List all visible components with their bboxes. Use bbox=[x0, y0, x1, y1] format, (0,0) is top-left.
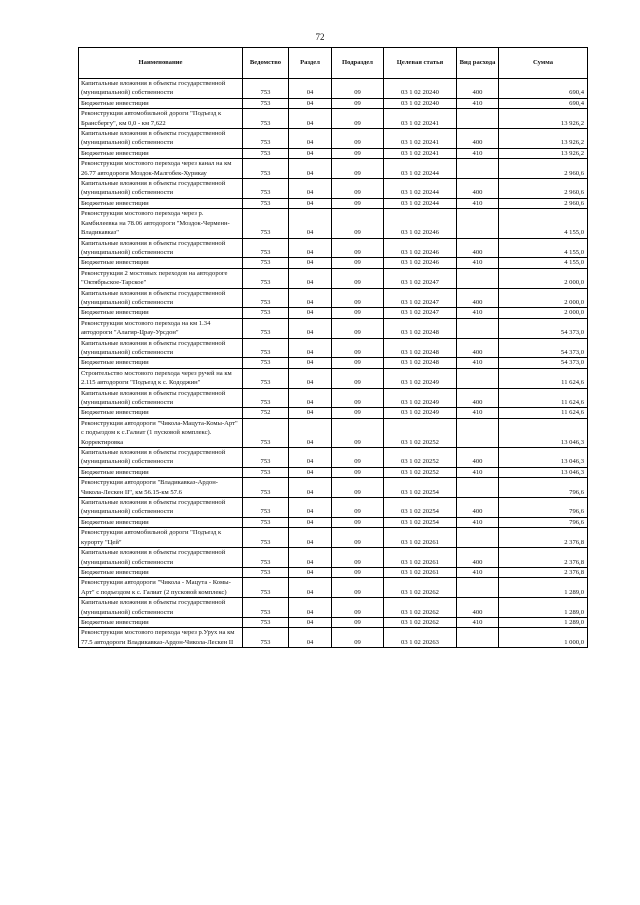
cell-name: Капитальные вложения в объекты государственной (муниципальной) собственности bbox=[79, 598, 243, 618]
cell-vid-rashoda: 400 bbox=[457, 238, 499, 258]
cell-vedomstvo: 753 bbox=[243, 388, 289, 408]
cell-razdel: 04 bbox=[289, 528, 332, 548]
cell-razdel: 04 bbox=[289, 567, 332, 577]
cell-name: Капитальные вложения в объекты государственной (муниципальной) собственности bbox=[79, 448, 243, 468]
cell-podrazdel: 09 bbox=[332, 148, 384, 158]
cell-vedomstvo: 753 bbox=[243, 109, 289, 129]
table-row bbox=[79, 578, 588, 598]
cell-summa: 2 960,6 bbox=[499, 198, 588, 208]
cell-vedomstvo: 753 bbox=[243, 318, 289, 338]
cell-podrazdel: 09 bbox=[332, 448, 384, 468]
cell-razdel: 04 bbox=[289, 258, 332, 268]
table-row bbox=[79, 209, 588, 238]
cell-vedomstvo: 753 bbox=[243, 578, 289, 598]
cell-vid-rashoda: 410 bbox=[457, 258, 499, 268]
cell-vid-rashoda: 400 bbox=[457, 129, 499, 149]
table-row bbox=[79, 567, 588, 577]
table-row bbox=[79, 358, 588, 368]
cell-vid-rashoda: 410 bbox=[457, 98, 499, 108]
cell-vedomstvo: 753 bbox=[243, 159, 289, 179]
table-row bbox=[79, 308, 588, 318]
cell-summa: 54 373,0 bbox=[499, 358, 588, 368]
cell-podrazdel: 09 bbox=[332, 338, 384, 358]
cell-name: Бюджетные инвестиции bbox=[79, 308, 243, 318]
cell-summa: 4 155,0 bbox=[499, 258, 588, 268]
cell-vedomstvo: 753 bbox=[243, 517, 289, 527]
cell-vid-rashoda: 410 bbox=[457, 148, 499, 158]
cell-razdel: 04 bbox=[289, 498, 332, 518]
cell-vedomstvo: 753 bbox=[243, 98, 289, 108]
header-name: Наименование bbox=[79, 48, 243, 79]
cell-celevaya-statya: 03 1 02 20241 bbox=[384, 148, 457, 158]
cell-podrazdel: 09 bbox=[332, 98, 384, 108]
cell-vedomstvo: 753 bbox=[243, 79, 289, 99]
cell-name: Реконструкция автодороги "Владикавказ-Ардон-Чиколa-Лескен II", км 56.15-км 57.6 bbox=[79, 478, 243, 498]
table-row bbox=[79, 498, 588, 518]
cell-podrazdel: 09 bbox=[332, 288, 384, 308]
cell-name: Реконструкция автомобильной дороги "Подъезд к курорту "Цей" bbox=[79, 528, 243, 548]
cell-celevaya-statya: 03 1 02 20261 bbox=[384, 528, 457, 548]
cell-celevaya-statya: 03 1 02 20244 bbox=[384, 198, 457, 208]
table-row bbox=[79, 109, 588, 129]
cell-name: Реконструкция автомобильной дороги "Подъезд к Брансбергу", км 0,0 - км 7,622 bbox=[79, 109, 243, 129]
cell-podrazdel: 09 bbox=[332, 598, 384, 618]
cell-vid-rashoda bbox=[457, 159, 499, 179]
cell-summa: 11 624,6 bbox=[499, 408, 588, 418]
table-row bbox=[79, 268, 588, 288]
cell-celevaya-statya: 03 1 02 20254 bbox=[384, 478, 457, 498]
cell-vedomstvo: 753 bbox=[243, 209, 289, 238]
table-row bbox=[79, 288, 588, 308]
cell-vedomstvo: 753 bbox=[243, 338, 289, 358]
cell-vedomstvo: 753 bbox=[243, 179, 289, 199]
cell-name: Бюджетные инвестиции bbox=[79, 358, 243, 368]
budget-table bbox=[78, 47, 588, 648]
cell-vedomstvo: 753 bbox=[243, 478, 289, 498]
cell-vedomstvo: 753 bbox=[243, 617, 289, 627]
table-row bbox=[79, 478, 588, 498]
cell-razdel: 04 bbox=[289, 628, 332, 648]
cell-razdel: 04 bbox=[289, 388, 332, 408]
table-row bbox=[79, 467, 588, 477]
cell-podrazdel: 09 bbox=[332, 179, 384, 199]
cell-summa: 796,6 bbox=[499, 498, 588, 518]
cell-vid-rashoda: 400 bbox=[457, 288, 499, 308]
header-vid-rashoda: Вид расхода bbox=[457, 48, 499, 79]
table-row bbox=[79, 179, 588, 199]
cell-razdel: 04 bbox=[289, 617, 332, 627]
cell-summa: 2 376,8 bbox=[499, 567, 588, 577]
cell-vedomstvo: 753 bbox=[243, 368, 289, 388]
cell-vid-rashoda bbox=[457, 368, 499, 388]
cell-vid-rashoda: 410 bbox=[457, 467, 499, 477]
cell-summa: 11 624,6 bbox=[499, 388, 588, 408]
cell-vedomstvo: 753 bbox=[243, 129, 289, 149]
cell-name: Бюджетные инвестиции bbox=[79, 408, 243, 418]
cell-razdel: 04 bbox=[289, 79, 332, 99]
cell-summa: 2 960,6 bbox=[499, 159, 588, 179]
cell-name: Бюджетные инвестиции bbox=[79, 258, 243, 268]
cell-razdel: 04 bbox=[289, 358, 332, 368]
cell-name: Реконструкция мостового перехода через р.Урух на км 77.5 автодороги Владикавказ-Ардон-Чикола-Лескен II bbox=[79, 628, 243, 648]
cell-summa: 4 155,0 bbox=[499, 209, 588, 238]
cell-vid-rashoda: 400 bbox=[457, 548, 499, 568]
table-row bbox=[79, 617, 588, 627]
cell-name: Реконструкция мостового перехода через р. Камбилеевка на 78.06 автодороги "Моздок-Черменн-Владикавказ" bbox=[79, 209, 243, 238]
cell-vid-rashoda: 410 bbox=[457, 198, 499, 208]
table-row bbox=[79, 388, 588, 408]
cell-summa: 2 000,0 bbox=[499, 288, 588, 308]
cell-celevaya-statya: 03 1 02 20249 bbox=[384, 408, 457, 418]
cell-name: Бюджетные инвестиции bbox=[79, 198, 243, 208]
cell-name: Бюджетные инвестиции bbox=[79, 517, 243, 527]
cell-razdel: 04 bbox=[289, 159, 332, 179]
cell-vedomstvo: 753 bbox=[243, 467, 289, 477]
cell-razdel: 04 bbox=[289, 467, 332, 477]
cell-name: Капитальные вложения в объекты государственной (муниципальной) собственности bbox=[79, 238, 243, 258]
cell-podrazdel: 09 bbox=[332, 388, 384, 408]
cell-podrazdel: 09 bbox=[332, 268, 384, 288]
cell-celevaya-statya: 03 1 02 20252 bbox=[384, 418, 457, 447]
cell-podrazdel: 09 bbox=[332, 198, 384, 208]
cell-vid-rashoda bbox=[457, 418, 499, 447]
cell-razdel: 04 bbox=[289, 179, 332, 199]
cell-vedomstvo: 753 bbox=[243, 528, 289, 548]
cell-podrazdel: 09 bbox=[332, 567, 384, 577]
cell-podrazdel: 09 bbox=[332, 258, 384, 268]
cell-name: Капитальные вложения в объекты государственной (муниципальной) собственности bbox=[79, 179, 243, 199]
cell-celevaya-statya: 03 1 02 20254 bbox=[384, 498, 457, 518]
cell-podrazdel: 09 bbox=[332, 109, 384, 129]
cell-celevaya-statya: 03 1 02 20263 bbox=[384, 628, 457, 648]
cell-vid-rashoda: 400 bbox=[457, 388, 499, 408]
cell-razdel: 04 bbox=[289, 308, 332, 318]
cell-name: Бюджетные инвестиции bbox=[79, 467, 243, 477]
cell-vid-rashoda: 410 bbox=[457, 358, 499, 368]
cell-podrazdel: 09 bbox=[332, 418, 384, 447]
cell-vid-rashoda: 400 bbox=[457, 448, 499, 468]
cell-summa: 54 373,0 bbox=[499, 338, 588, 358]
cell-vid-rashoda: 410 bbox=[457, 408, 499, 418]
cell-name: Реконструкция автодороги "Чиколa-Мацута-Комы-Арт" с подъездом к с.Галиат (1 пусковой комплекс). Корректировка bbox=[79, 418, 243, 447]
cell-celevaya-statya: 03 1 02 20247 bbox=[384, 308, 457, 318]
cell-celevaya-statya: 03 1 02 20261 bbox=[384, 567, 457, 577]
table-row bbox=[79, 198, 588, 208]
cell-celevaya-statya: 03 1 02 20254 bbox=[384, 517, 457, 527]
table-row bbox=[79, 98, 588, 108]
cell-celevaya-statya: 03 1 02 20247 bbox=[384, 268, 457, 288]
cell-summa: 2 000,0 bbox=[499, 308, 588, 318]
cell-summa: 1 289,0 bbox=[499, 617, 588, 627]
cell-vid-rashoda bbox=[457, 628, 499, 648]
table-row bbox=[79, 129, 588, 149]
table-row bbox=[79, 418, 588, 447]
table-row bbox=[79, 448, 588, 468]
cell-vedomstvo: 753 bbox=[243, 448, 289, 468]
cell-name: Бюджетные инвестиции bbox=[79, 148, 243, 158]
cell-podrazdel: 09 bbox=[332, 318, 384, 338]
cell-podrazdel: 09 bbox=[332, 528, 384, 548]
cell-razdel: 04 bbox=[289, 98, 332, 108]
header-vedomstvo: Ведомство bbox=[243, 48, 289, 79]
cell-summa: 2 376,8 bbox=[499, 548, 588, 568]
cell-celevaya-statya: 03 1 02 20249 bbox=[384, 388, 457, 408]
table-row bbox=[79, 318, 588, 338]
cell-name: Капитальные вложения в объекты государственной (муниципальной) собственности bbox=[79, 79, 243, 99]
cell-summa: 690,4 bbox=[499, 79, 588, 99]
cell-summa: 796,6 bbox=[499, 478, 588, 498]
cell-name: Капитальные вложения в объекты государственной (муниципальной) собственности bbox=[79, 548, 243, 568]
cell-razdel: 04 bbox=[289, 209, 332, 238]
cell-vid-rashoda: 400 bbox=[457, 598, 499, 618]
table-row bbox=[79, 159, 588, 179]
cell-celevaya-statya: 03 1 02 20240 bbox=[384, 79, 457, 99]
cell-celevaya-statya: 03 1 02 20248 bbox=[384, 358, 457, 368]
cell-name: Реконструкция 2 мостовых переходов на автодороге "Октябрьское-Тарское" bbox=[79, 268, 243, 288]
cell-podrazdel: 09 bbox=[332, 467, 384, 477]
cell-summa: 13 046,3 bbox=[499, 418, 588, 447]
cell-podrazdel: 09 bbox=[332, 578, 384, 598]
cell-podrazdel: 09 bbox=[332, 129, 384, 149]
table-row bbox=[79, 628, 588, 648]
cell-summa: 13 046,3 bbox=[499, 467, 588, 477]
table-row bbox=[79, 368, 588, 388]
cell-summa: 13 926,2 bbox=[499, 109, 588, 129]
table-row bbox=[79, 79, 588, 99]
cell-vid-rashoda: 410 bbox=[457, 567, 499, 577]
cell-name: Реконструкция мостового перехода на км 1.34 автодороги "Алагир-Црау-Урсдон" bbox=[79, 318, 243, 338]
cell-summa: 2 000,0 bbox=[499, 268, 588, 288]
cell-podrazdel: 09 bbox=[332, 498, 384, 518]
cell-podrazdel: 09 bbox=[332, 628, 384, 648]
table-row bbox=[79, 238, 588, 258]
cell-vid-rashoda: 410 bbox=[457, 308, 499, 318]
cell-summa: 1 289,0 bbox=[499, 598, 588, 618]
cell-vid-rashoda bbox=[457, 318, 499, 338]
cell-vid-rashoda bbox=[457, 109, 499, 129]
cell-razdel: 04 bbox=[289, 548, 332, 568]
cell-vedomstvo: 753 bbox=[243, 358, 289, 368]
header-podrazdel: Подраздел bbox=[332, 48, 384, 79]
cell-razdel: 04 bbox=[289, 288, 332, 308]
cell-vedomstvo: 753 bbox=[243, 258, 289, 268]
cell-vedomstvo: 753 bbox=[243, 308, 289, 318]
cell-razdel: 04 bbox=[289, 318, 332, 338]
cell-name: Капитальные вложения в объекты государственной (муниципальной) собственности bbox=[79, 129, 243, 149]
table-row bbox=[79, 548, 588, 568]
cell-summa: 13 926,2 bbox=[499, 148, 588, 158]
cell-vedomstvo: 752 bbox=[243, 408, 289, 418]
cell-name: Капитальные вложения в объекты государственной (муниципальной) собственности bbox=[79, 288, 243, 308]
cell-name: Капитальные вложения в объекты государственной (муниципальной) собственности bbox=[79, 388, 243, 408]
cell-name: Капитальные вложения в объекты государственной (муниципальной) собственности bbox=[79, 498, 243, 518]
cell-podrazdel: 09 bbox=[332, 79, 384, 99]
cell-vid-rashoda: 410 bbox=[457, 617, 499, 627]
cell-vedomstvo: 753 bbox=[243, 498, 289, 518]
cell-vedomstvo: 753 bbox=[243, 148, 289, 158]
cell-celevaya-statya: 03 1 02 20246 bbox=[384, 209, 457, 238]
cell-razdel: 04 bbox=[289, 238, 332, 258]
cell-summa: 796,6 bbox=[499, 517, 588, 527]
cell-summa: 2 960,6 bbox=[499, 179, 588, 199]
cell-vedomstvo: 753 bbox=[243, 198, 289, 208]
table-body bbox=[79, 79, 588, 648]
cell-vid-rashoda: 400 bbox=[457, 338, 499, 358]
cell-summa: 4 155,0 bbox=[499, 238, 588, 258]
table-row bbox=[79, 338, 588, 358]
cell-razdel: 04 bbox=[289, 338, 332, 358]
cell-vedomstvo: 753 bbox=[243, 598, 289, 618]
cell-celevaya-statya: 03 1 02 20244 bbox=[384, 179, 457, 199]
cell-celevaya-statya: 03 1 02 20249 bbox=[384, 368, 457, 388]
cell-podrazdel: 09 bbox=[332, 308, 384, 318]
cell-celevaya-statya: 03 1 02 20262 bbox=[384, 598, 457, 618]
header-razdel: Раздел bbox=[289, 48, 332, 79]
cell-celevaya-statya: 03 1 02 20252 bbox=[384, 467, 457, 477]
cell-razdel: 04 bbox=[289, 598, 332, 618]
cell-celevaya-statya: 03 1 02 20248 bbox=[384, 338, 457, 358]
cell-razdel: 04 bbox=[289, 517, 332, 527]
cell-vid-rashoda bbox=[457, 268, 499, 288]
cell-razdel: 04 bbox=[289, 478, 332, 498]
cell-podrazdel: 09 bbox=[332, 209, 384, 238]
cell-summa: 1 000,0 bbox=[499, 628, 588, 648]
cell-vid-rashoda: 400 bbox=[457, 498, 499, 518]
table-row bbox=[79, 517, 588, 527]
cell-summa: 690,4 bbox=[499, 98, 588, 108]
cell-razdel: 04 bbox=[289, 578, 332, 598]
cell-celevaya-statya: 03 1 02 20262 bbox=[384, 578, 457, 598]
cell-summa: 1 289,0 bbox=[499, 578, 588, 598]
cell-vedomstvo: 753 bbox=[243, 418, 289, 447]
cell-celevaya-statya: 03 1 02 20246 bbox=[384, 258, 457, 268]
cell-podrazdel: 09 bbox=[332, 368, 384, 388]
cell-celevaya-statya: 03 1 02 20261 bbox=[384, 548, 457, 568]
cell-summa: 54 373,0 bbox=[499, 318, 588, 338]
cell-name: Реконструкция автодороги "Чикола - Мацута - Комы-Арт" с подъездом к с. Галиат (2 пусковой комплекс) bbox=[79, 578, 243, 598]
cell-vid-rashoda bbox=[457, 578, 499, 598]
cell-vid-rashoda: 400 bbox=[457, 179, 499, 199]
cell-celevaya-statya: 03 1 02 20247 bbox=[384, 288, 457, 308]
cell-podrazdel: 09 bbox=[332, 159, 384, 179]
cell-vedomstvo: 753 bbox=[243, 268, 289, 288]
header-celevaya-statya: Целевая статья bbox=[384, 48, 457, 79]
cell-vedomstvo: 753 bbox=[243, 288, 289, 308]
table-header-row bbox=[79, 48, 588, 79]
cell-vid-rashoda bbox=[457, 528, 499, 548]
table-row bbox=[79, 148, 588, 158]
cell-razdel: 04 bbox=[289, 109, 332, 129]
cell-podrazdel: 09 bbox=[332, 358, 384, 368]
cell-name: Реконструкция мостового перехода через канал на км 26.77 автодороги Моздок-Малгобек-Хурикау bbox=[79, 159, 243, 179]
cell-vid-rashoda bbox=[457, 478, 499, 498]
cell-celevaya-statya: 03 1 02 20262 bbox=[384, 617, 457, 627]
cell-celevaya-statya: 03 1 02 20246 bbox=[384, 238, 457, 258]
cell-podrazdel: 09 bbox=[332, 617, 384, 627]
cell-celevaya-statya: 03 1 02 20241 bbox=[384, 109, 457, 129]
cell-vid-rashoda: 410 bbox=[457, 517, 499, 527]
table-row bbox=[79, 598, 588, 618]
cell-vid-rashoda bbox=[457, 209, 499, 238]
cell-summa: 2 376,8 bbox=[499, 528, 588, 548]
cell-razdel: 04 bbox=[289, 129, 332, 149]
cell-podrazdel: 09 bbox=[332, 238, 384, 258]
cell-vedomstvo: 753 bbox=[243, 238, 289, 258]
cell-podrazdel: 09 bbox=[332, 408, 384, 418]
cell-name: Бюджетные инвестиции bbox=[79, 567, 243, 577]
cell-celevaya-statya: 03 1 02 20240 bbox=[384, 98, 457, 108]
cell-razdel: 04 bbox=[289, 198, 332, 208]
cell-vedomstvo: 753 bbox=[243, 548, 289, 568]
cell-razdel: 04 bbox=[289, 368, 332, 388]
cell-name: Бюджетные инвестиции bbox=[79, 617, 243, 627]
cell-vedomstvo: 753 bbox=[243, 567, 289, 577]
cell-summa: 11 624,6 bbox=[499, 368, 588, 388]
cell-summa: 13 046,3 bbox=[499, 448, 588, 468]
cell-name: Капитальные вложения в объекты государственной (муниципальной) собственности bbox=[79, 338, 243, 358]
cell-name: Бюджетные инвестиции bbox=[79, 98, 243, 108]
cell-podrazdel: 09 bbox=[332, 478, 384, 498]
header-summa: Сумма bbox=[499, 48, 588, 79]
cell-razdel: 04 bbox=[289, 408, 332, 418]
cell-celevaya-statya: 03 1 02 20252 bbox=[384, 448, 457, 468]
cell-vid-rashoda: 400 bbox=[457, 79, 499, 99]
cell-razdel: 04 bbox=[289, 268, 332, 288]
cell-summa: 13 926,2 bbox=[499, 129, 588, 149]
table-row bbox=[79, 528, 588, 548]
cell-razdel: 04 bbox=[289, 148, 332, 158]
cell-name: Строительство мостового перехода через ручей на км 2.115 автодороги "Подъезд к с. Кододжин" bbox=[79, 368, 243, 388]
table-row bbox=[79, 258, 588, 268]
cell-vedomstvo: 753 bbox=[243, 628, 289, 648]
cell-razdel: 04 bbox=[289, 448, 332, 468]
cell-celevaya-statya: 03 1 02 20241 bbox=[384, 129, 457, 149]
cell-celevaya-statya: 03 1 02 20244 bbox=[384, 159, 457, 179]
cell-razdel: 04 bbox=[289, 418, 332, 447]
table-row bbox=[79, 408, 588, 418]
cell-celevaya-statya: 03 1 02 20248 bbox=[384, 318, 457, 338]
page-number: 72 bbox=[315, 32, 325, 42]
cell-podrazdel: 09 bbox=[332, 517, 384, 527]
cell-podrazdel: 09 bbox=[332, 548, 384, 568]
